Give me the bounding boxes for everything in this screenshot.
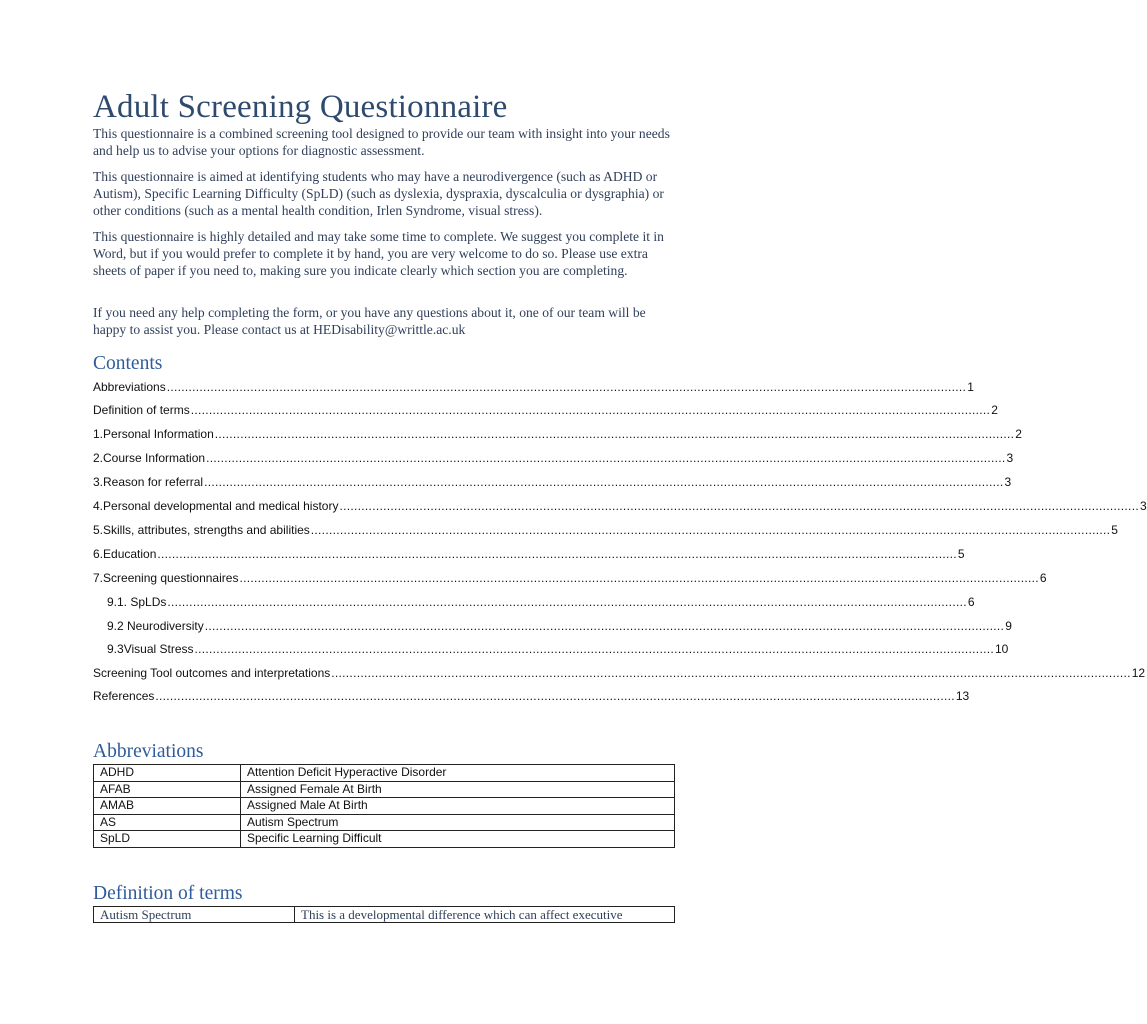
abbreviation-row [94,831,675,848]
toc-entry[interactable] [93,662,1146,680]
toc-dot-leader: ............................................................................................................................................................................................................................ [194,642,994,656]
toc-entry-number: 4. [93,499,104,513]
toc-entry[interactable] [93,567,1047,585]
toc-entry[interactable] [93,376,974,394]
toc-entry-page: 1 [967,380,974,394]
toc-entry[interactable] [93,543,965,561]
toc-dot-leader: ............................................................................................................................................................................................................................ [204,475,1004,489]
toc-entry-page: 2 [1015,427,1022,441]
toc-entry[interactable] [93,638,1009,656]
toc-entry-label: Visual Stress [123,642,194,656]
toc-entry-label: 9.1. SpLDs [107,595,167,609]
toc-dot-leader: ............................................................................................................................................................................................................................ [239,571,1039,585]
toc-entry-number: 9.3 [107,642,124,656]
toc-entry-number: 7. [93,571,104,585]
toc-entry-number: 5. [93,523,104,537]
abbreviation-term: AMAB [94,798,241,815]
toc-entry-label: Skills, attributes, strengths and abilities [103,523,310,537]
toc-dot-leader: ............................................................................................................................................................................................................................ [166,380,967,394]
abbreviation-row [94,814,675,831]
intro-paragraph-1: This questionnaire is a combined screening tool designed to provide our team with insight into your needs and help us to advise your options for diagnostic assessment. [93,126,670,158]
abbreviation-term: SpLD [94,831,241,848]
definition-row [94,907,675,923]
toc-entry[interactable] [93,471,1012,489]
toc-entry-page: 10 [994,642,1009,656]
toc-entry-page: 3 [1006,451,1014,465]
toc-entry[interactable] [93,423,1022,441]
toc-entry-page: 2 [991,403,998,417]
abbreviation-meaning: Assigned Female At Birth [241,781,675,798]
intro-paragraph-2: This questionnaire is aimed at identifying students who may have a neurodivergence (such as ADHD or Autism), Specific Learning Difficulty (SpLD) (such as dyslexia, dyspraxia, dyscalculia or dysgraphia) or other conditions (such as a mental health condition, Irlen Syndrome, visual stress). [93,169,664,218]
toc-dot-leader: ............................................................................................................................................................................................................................ [190,403,991,417]
definitions-heading: Definition of terms [93,883,243,904]
toc-entry-label: Personal Information [103,427,214,441]
toc-entry-page: 3 [1139,499,1147,513]
toc-dot-leader: ............................................................................................................................................................................................................................ [331,666,1131,680]
abbreviation-row [94,765,675,782]
toc-entry[interactable] [93,615,1012,633]
toc-dot-leader: ............................................................................................................................................................................................................................ [339,499,1139,513]
toc-entry-label: Reason for referral [103,475,204,489]
toc-entry-page: 12 [1131,666,1146,680]
toc-entry-label: Personal developmental and medical history [103,499,339,513]
abbreviation-term: AFAB [94,781,241,798]
toc-entry-number: 6. [93,547,104,561]
toc-dot-leader: ............................................................................................................................................................................................................................ [167,595,967,609]
toc-dot-leader: ............................................................................................................................................................................................................................ [214,427,1015,441]
toc-entry-label: Screening Tool outcomes and interpretations [93,666,331,680]
abbreviation-term: AS [94,814,241,831]
contents-heading: Contents [93,353,163,374]
abbreviation-meaning: Specific Learning Difficult [241,831,675,848]
page-title: Adult Screening Questionnaire [93,89,508,125]
toc-entry-label: Abbreviations [93,380,166,394]
abbreviation-meaning: Assigned Male At Birth [241,798,675,815]
abbreviations-table [93,764,675,848]
toc-entry-page: 5 [1111,523,1118,537]
toc-entry-label: Course Information [103,451,206,465]
toc-entry-label: References [93,689,155,703]
toc-entry[interactable] [93,519,1118,537]
intro-paragraph-3: This questionnaire is highly detailed and may take some time to complete. We suggest you complete it in Word, but if you would prefer to complete it by hand, you are very welcome to do so. Please use extra sheets of paper if you need to, making sure you indicate clearly which section you are completing. [93,229,664,278]
intro-paragraph-4: If you need any help completing the form, or you have any questions about it, one of our team will be happy to assist you. Please contact us at HEDisability@writtle.ac.uk [93,305,646,337]
abbreviation-meaning: Autism Spectrum [241,814,675,831]
toc-dot-leader: ............................................................................................................................................................................................................................ [310,523,1111,537]
toc-entry-page: 6 [1039,571,1047,585]
toc-entry[interactable] [93,399,998,417]
toc-dot-leader: ............................................................................................................................................................................................................................ [155,689,955,703]
toc-entry[interactable] [93,495,1147,513]
definitions-table [93,906,675,923]
toc-entry-page: 9 [1005,619,1012,633]
abbreviation-row [94,798,675,815]
toc-entry-label: 9.2 Neurodiversity [107,619,204,633]
toc-dot-leader: ............................................................................................................................................................................................................................ [204,619,1005,633]
toc-entry-label: Definition of terms [93,403,190,417]
toc-entry-number: 2. [93,451,104,465]
toc-entry[interactable] [93,685,970,703]
toc-entry-number: 1. [93,427,104,441]
toc-entry[interactable] [93,447,1014,465]
toc-entry-label: Education [103,547,157,561]
toc-entry-page: 6 [967,595,975,609]
toc-dot-leader: ............................................................................................................................................................................................................................ [157,547,957,561]
toc-entry-page: 13 [955,689,970,703]
toc-dot-leader: ............................................................................................................................................................................................................................ [206,451,1006,465]
abbreviation-row [94,781,675,798]
abbreviations-heading: Abbreviations [93,741,204,762]
abbreviation-term: ADHD [94,765,241,782]
toc-entry-number: 3. [93,475,104,489]
toc-entry-page: 5 [957,547,965,561]
abbreviation-meaning: Attention Deficit Hyperactive Disorder [241,765,675,782]
toc-entry[interactable] [93,591,975,609]
definition-term: Autism Spectrum [94,907,295,923]
definition-text: This is a developmental difference which can affect executive [295,907,675,923]
toc-entry-label: Screening questionnaires [103,571,239,585]
toc-entry-page: 3 [1004,475,1012,489]
